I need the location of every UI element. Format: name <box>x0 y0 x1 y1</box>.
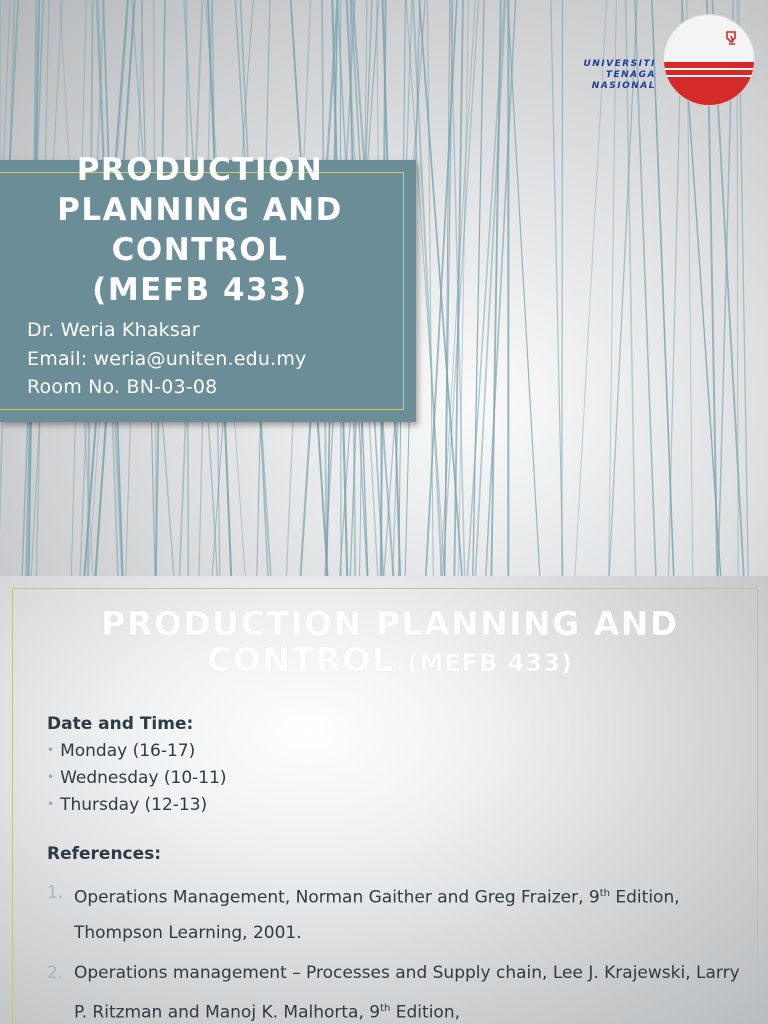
logo-text-line-1: UNIVERSITI <box>583 59 656 69</box>
references-heading: References: <box>47 844 162 864</box>
bullet-icon: • <box>47 743 55 757</box>
list-item <box>47 956 747 1024</box>
bullet-icon: • <box>47 770 55 784</box>
schedule-item: Thursday (12-13) <box>60 795 208 815</box>
schedule-item: Wednesday (10-11) <box>60 768 227 788</box>
presenter-info <box>27 316 307 402</box>
schedule-list <box>47 738 227 819</box>
list-item <box>47 792 227 819</box>
references-list <box>47 876 747 1024</box>
bullet-icon: • <box>47 797 55 811</box>
background-line <box>440 0 476 576</box>
title-line-1: PRODUCTION <box>76 152 324 188</box>
background-line <box>458 0 468 576</box>
list-item <box>47 765 227 792</box>
reference-text: Operations management – Processes and Supply chain, Lee J. Krajewski, Larry P. Ritzman and Manoj K. Malhorta, 9 <box>74 962 740 1023</box>
university-logo <box>560 12 760 112</box>
presenter-room: Room No. BN-03-08 <box>27 376 218 398</box>
course-title <box>40 606 740 681</box>
reference-superscript: th <box>599 888 610 899</box>
title-line-2: PLANNING AND <box>57 192 343 228</box>
course-info-slide <box>0 576 768 1024</box>
reference-text: Operations Management, Norman Gaither and Greg Fraizer, 9 <box>74 887 600 908</box>
reference-number: 1. <box>47 883 64 903</box>
course-title-code: (MEFB 433) <box>407 649 573 677</box>
background-line <box>473 0 485 576</box>
title-line-3: CONTROL <box>111 232 289 268</box>
title-box <box>0 152 416 422</box>
logo-wordmark <box>583 59 656 92</box>
reference-text-end: Edition, <box>390 1002 461 1023</box>
background-line <box>491 0 501 576</box>
reference-number: 2. <box>47 962 64 983</box>
background-line <box>413 0 443 576</box>
course-title-main: PRODUCTION PLANNING AND CONTROL <box>101 604 679 679</box>
presenter-email: Email: weria@uniten.edu.my <box>27 347 307 370</box>
reference-text-end: Edition, Thompson Learning, 2001. <box>74 887 680 943</box>
presenter-name: Dr. Weria Khaksar <box>27 319 200 341</box>
list-item <box>47 876 747 951</box>
title-line-4: (MEFB 433) <box>92 272 308 308</box>
logo-emblem-icon <box>663 14 755 106</box>
background-line <box>507 0 540 576</box>
logo-text-line-2: TENAGA <box>605 70 656 80</box>
date-time-heading: Date and Time: <box>47 714 194 734</box>
slide-title <box>0 150 400 310</box>
reference-superscript: th <box>380 1002 391 1014</box>
list-item <box>47 738 227 765</box>
schedule-item: Monday (16-17) <box>60 741 196 761</box>
logo-text-line-3: NASIONAL <box>591 81 656 91</box>
